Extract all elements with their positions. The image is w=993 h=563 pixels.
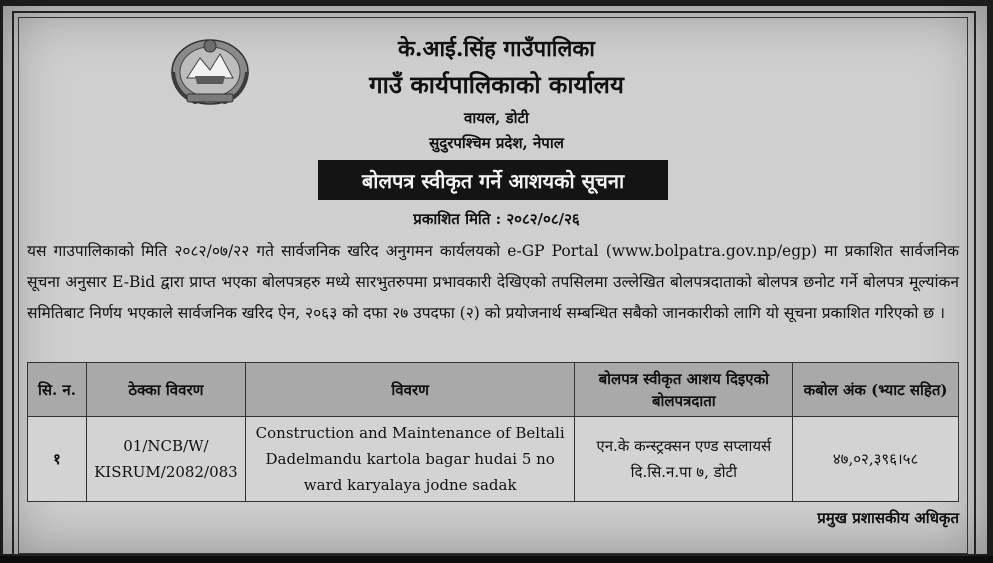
notice-body: यस गाउपालिकाको मिति २०८२/०७/२२ गते सार्वजनिक खरिद अनुगमन कार्यलयको e-GP Portal (www.bolpatra.gov.np/egp) मा प्रकाशित सार्वजनिक सूचना अनुसार E-Bid द्वारा प्राप्त भएका बोलपत्रहरु मध्ये सारभुतरुपमा प्रभावकारी देखिएको तपसिलमा उल्लेखित बोलपत्रदाताको बोलपत्र छनोट गर्ने बोलपत्र मूल्यांकन समितिबाट निर्णय भएकाले सार्वजनिक खरिद ऐन, २०६३ को दफा २७ उपदफा (२) को प्रयोजनार्थ सम्बन्धित सबैको जानकारीको लागि यो सूचना प्रकाशित गरिएको छ । xyxy=(27,242,959,322)
office-address: वायल, डोटी xyxy=(464,109,529,127)
table-header-row xyxy=(28,363,959,417)
bottom-edge xyxy=(0,556,993,563)
province-name: सुदुरपश्चिम प्रदेश, नेपाल xyxy=(429,134,564,152)
bid-table xyxy=(27,362,959,502)
cell-amount: ४७,०२,३९६।५८ xyxy=(793,417,959,502)
table-row xyxy=(28,417,959,502)
column-header-bidder: बोलपत्र स्वीकृत आशय दिइएको बोलपत्रदाता xyxy=(575,363,793,417)
notice-title: बोलपत्र स्वीकृत गर्ने आशयको सूचना xyxy=(318,160,668,200)
cell-bidder: एन.के कन्स्ट्रक्सन एण्ड सप्लायर्स दि.सि.न.पा ७, डोटी xyxy=(575,417,793,502)
column-header-amount: कबोल अंक (भ्याट सहित) xyxy=(793,363,959,417)
signatory-title: प्रमुख प्रशासकीय अधिकृत xyxy=(817,509,959,527)
cell-contract: 01/NCB/W/ KISRUM/2082/083 xyxy=(86,417,245,502)
cell-description: Construction and Maintenance of Beltali Dadelmandu kartola bagar hudai 5 no ward karyalaya jodne sadak xyxy=(245,417,575,502)
published-date: प्रकाशित मिति : २०८२/०८/२६ xyxy=(413,210,580,228)
column-header-sn: सि. न. xyxy=(28,363,87,417)
column-header-description: विवरण xyxy=(245,363,575,417)
municipality-name: के.आई.सिंह गाउँपालिका xyxy=(398,36,595,62)
cell-sn: १ xyxy=(28,417,87,502)
column-header-contract: ठेक्का विवरण xyxy=(86,363,245,417)
office-name: गाउँ कार्यपालिकाको कार्यालय xyxy=(369,70,624,99)
